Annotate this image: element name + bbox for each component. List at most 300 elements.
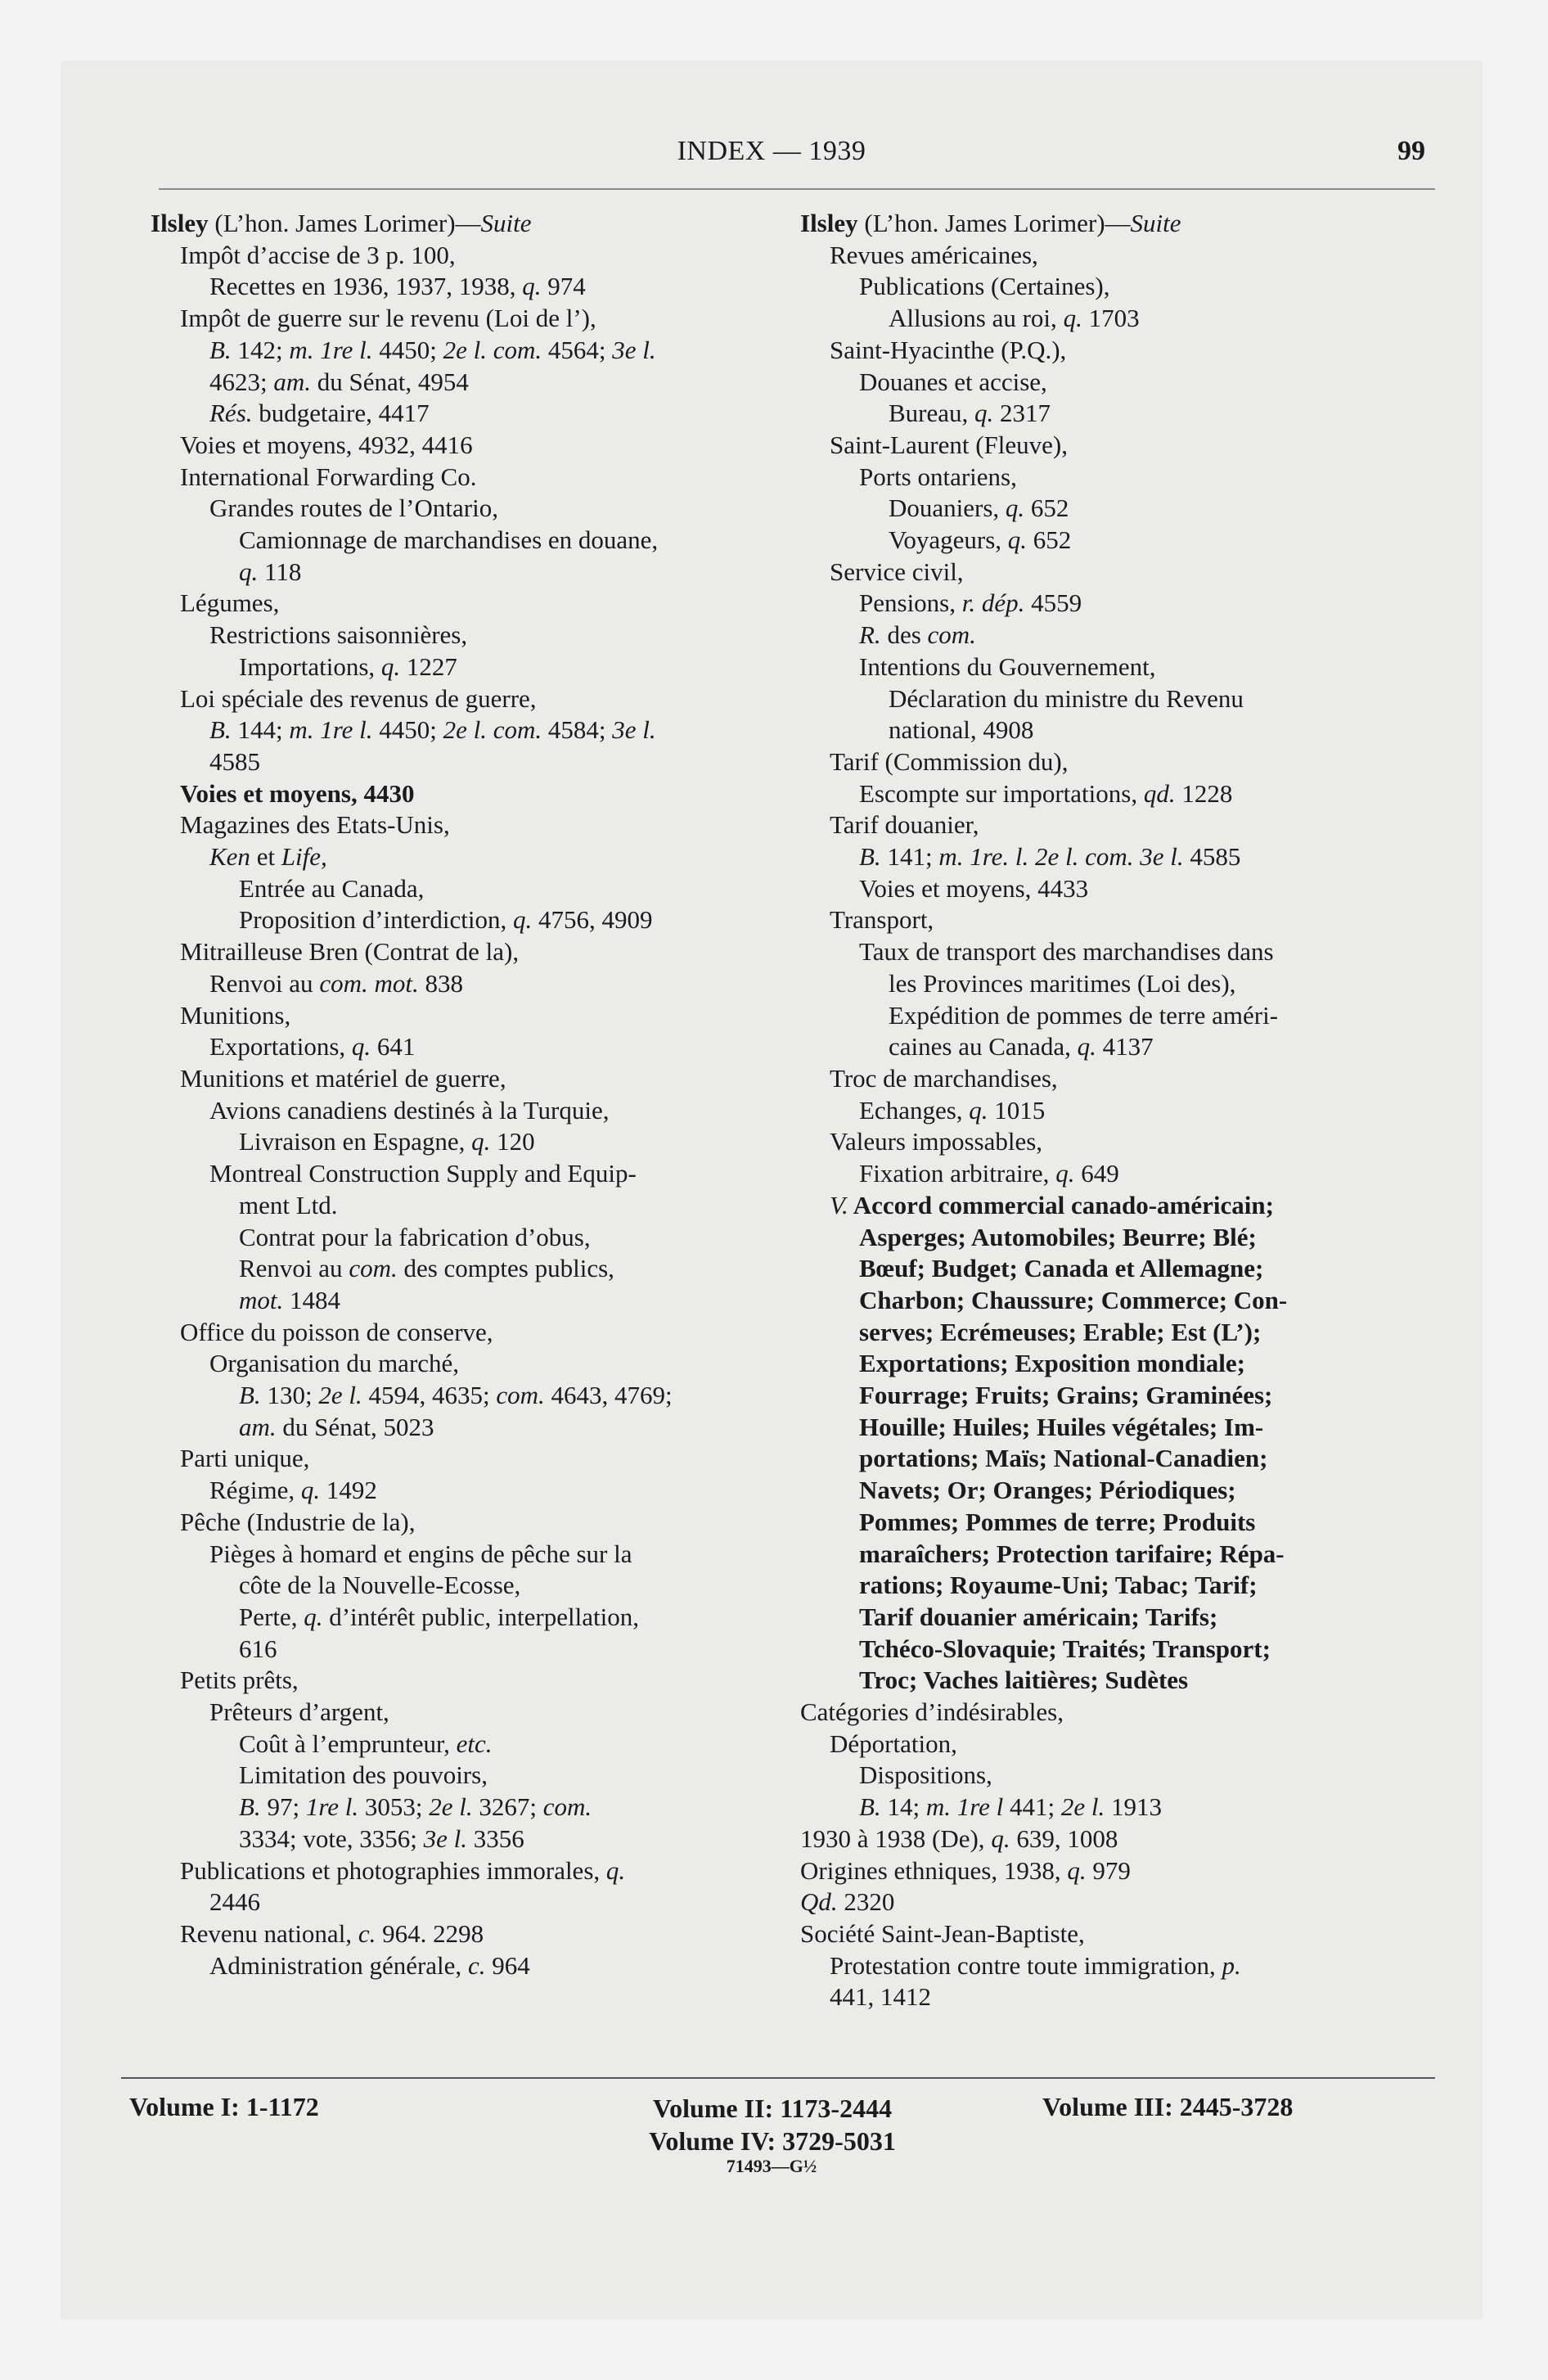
index-text: Prêteurs d’argent, bbox=[209, 1697, 389, 1727]
index-text: 2446 bbox=[209, 1887, 260, 1917]
index-line bbox=[151, 1222, 789, 1254]
index-line bbox=[800, 1412, 1455, 1444]
index-text: 1228 bbox=[1175, 778, 1233, 808]
index-text: 97; bbox=[260, 1792, 306, 1822]
index-text: Houille; Huiles; Huiles végétales; Im- bbox=[859, 1412, 1264, 1441]
index-line bbox=[800, 1507, 1455, 1539]
index-text: Qd. bbox=[800, 1887, 838, 1917]
index-text: Impôt de guerre sur le revenu (Loi de l’), bbox=[180, 304, 596, 333]
running-title: INDEX — 1939 bbox=[677, 136, 866, 166]
index-line bbox=[800, 1570, 1455, 1602]
index-line bbox=[800, 1950, 1455, 1982]
index-line bbox=[151, 746, 789, 778]
index-text: Contrat pour la fabrication d’obus, bbox=[239, 1222, 591, 1251]
index-line bbox=[151, 1855, 789, 1887]
index-text: q. bbox=[239, 557, 259, 586]
index-text: Expédition de pommes de terre améri- bbox=[889, 1000, 1279, 1030]
index-text: B. bbox=[239, 1792, 261, 1822]
index-text: Fourrage; Fruits; Grains; Graminées; bbox=[859, 1381, 1273, 1410]
index-line bbox=[800, 525, 1455, 557]
index-line bbox=[800, 335, 1455, 367]
index-text: m. 1re l. bbox=[289, 715, 373, 745]
index-text: m. 1re l bbox=[925, 1792, 1004, 1822]
index-text: q. bbox=[1055, 1159, 1075, 1188]
index-line bbox=[800, 714, 1455, 746]
index-text: Ports ontariens, bbox=[859, 462, 1017, 491]
index-text: 4584; bbox=[542, 715, 613, 745]
index-line bbox=[151, 1095, 789, 1127]
index-text: Limitation des pouvoirs, bbox=[239, 1760, 488, 1790]
index-text: q. bbox=[304, 1602, 323, 1631]
index-text: 4623; bbox=[209, 367, 274, 396]
index-line bbox=[800, 620, 1455, 651]
index-text: 639, 1008 bbox=[1010, 1823, 1118, 1853]
index-text: 4564; bbox=[542, 335, 613, 364]
index-text: Administration générale, bbox=[209, 1950, 468, 1980]
index-text: 3e l. bbox=[423, 1823, 467, 1853]
index-text: Voies et moyens, 4932, 4416 bbox=[180, 430, 473, 459]
index-text: 4450; bbox=[372, 335, 443, 364]
index-text: p. bbox=[1222, 1950, 1241, 1980]
index-text: Pommes; Pommes de terre; Produits bbox=[859, 1507, 1256, 1536]
index-text: 964. 2298 bbox=[376, 1918, 484, 1948]
index-text: Life, bbox=[281, 842, 327, 872]
index-text: 3267; bbox=[472, 1792, 543, 1822]
index-line bbox=[151, 904, 789, 936]
index-text: Régime, bbox=[209, 1476, 301, 1505]
index-text: des bbox=[880, 620, 928, 650]
footer-volume-4: Volume IV: 3729-5031 bbox=[649, 2126, 896, 2156]
index-text: Loi spéciale des revenus de guerre, bbox=[180, 683, 537, 713]
index-line bbox=[151, 208, 789, 240]
page-header bbox=[61, 136, 1483, 185]
index-text: 838 bbox=[418, 968, 463, 998]
index-line bbox=[800, 1634, 1455, 1666]
index-text: des comptes publics, bbox=[397, 1254, 614, 1283]
index-text: Tarif douanier américain; Tarifs; bbox=[859, 1602, 1218, 1631]
index-text: 964 bbox=[485, 1950, 530, 1980]
index-text: 142; bbox=[231, 335, 290, 364]
index-text: Suite bbox=[480, 209, 532, 237]
index-line bbox=[800, 1285, 1455, 1317]
index-text: d’intérêt public, interpellation, bbox=[322, 1602, 639, 1631]
index-text: 4756, 4909 bbox=[532, 905, 653, 935]
index-line bbox=[151, 1317, 789, 1349]
index-line bbox=[151, 557, 789, 588]
index-line bbox=[151, 1918, 789, 1950]
index-text: 1930 à 1938 (De), bbox=[800, 1823, 992, 1853]
index-text: Rés. bbox=[209, 399, 253, 428]
index-text: 2317 bbox=[993, 399, 1051, 428]
index-text: 652 bbox=[1027, 525, 1072, 555]
index-text: com. bbox=[927, 620, 976, 650]
index-line bbox=[800, 1031, 1455, 1063]
index-text: 616 bbox=[239, 1634, 277, 1663]
index-text: Impôt d’accise de 3 p. 100, bbox=[180, 240, 456, 269]
index-text: Allusions au roi, bbox=[889, 304, 1064, 333]
index-line bbox=[800, 240, 1455, 272]
index-line bbox=[800, 1886, 1455, 1918]
index-text: 144; bbox=[231, 715, 290, 745]
index-text: Grandes routes de l’Ontario, bbox=[209, 494, 498, 523]
index-text: q. bbox=[1067, 1855, 1087, 1885]
index-line bbox=[151, 1063, 789, 1095]
index-line bbox=[151, 1570, 789, 1602]
index-text: 2320 bbox=[837, 1887, 895, 1917]
index-text: mot. bbox=[239, 1285, 284, 1314]
index-text: 441, 1412 bbox=[830, 1982, 931, 2012]
index-text: 974 bbox=[541, 272, 586, 301]
index-text: com. bbox=[496, 1381, 545, 1410]
index-text: Restrictions saisonnières, bbox=[209, 620, 468, 650]
index-text: 4450; bbox=[372, 715, 443, 745]
index-text: Voies et moyens, 4430 bbox=[180, 778, 415, 808]
index-text: Pêche (Industrie de la), bbox=[180, 1507, 416, 1536]
index-line bbox=[151, 1253, 789, 1285]
index-line bbox=[151, 1602, 789, 1634]
index-line bbox=[151, 271, 789, 303]
index-text: Montreal Construction Supply and Equip- bbox=[209, 1159, 637, 1188]
index-line bbox=[151, 1760, 789, 1792]
index-text: Bœuf; Budget; Canada et Allemagne; bbox=[859, 1254, 1264, 1283]
index-text: 979 bbox=[1086, 1855, 1131, 1885]
index-text: 120 bbox=[490, 1127, 535, 1156]
index-line bbox=[151, 398, 789, 430]
index-text: Munitions, bbox=[180, 1000, 291, 1030]
index-line bbox=[151, 873, 789, 905]
index-line bbox=[800, 1792, 1455, 1823]
index-line bbox=[800, 904, 1455, 936]
index-text: Mitrailleuse Bren (Contrat de la), bbox=[180, 937, 520, 967]
index-text: r. dép. bbox=[961, 588, 1025, 618]
index-line bbox=[800, 936, 1455, 968]
index-text: Proposition d’interdiction, bbox=[239, 905, 513, 935]
index-line bbox=[800, 1443, 1455, 1475]
index-text: serves; Ecrémeuses; Erable; Est (L’); bbox=[859, 1317, 1262, 1346]
index-line bbox=[151, 778, 789, 810]
index-text: Taux de transport des marchandises dans bbox=[859, 937, 1274, 967]
index-line bbox=[800, 1665, 1455, 1697]
index-line bbox=[151, 335, 789, 367]
index-line bbox=[800, 1317, 1455, 1349]
index-text: caines au Canada, bbox=[889, 1032, 1078, 1062]
index-text: 14; bbox=[880, 1792, 926, 1822]
index-line bbox=[151, 1729, 789, 1760]
index-line bbox=[800, 1158, 1455, 1190]
index-text: Camionnage de marchandises en douane, bbox=[239, 525, 659, 555]
index-text: B. bbox=[859, 1792, 881, 1822]
right-column bbox=[800, 208, 1455, 2013]
index-text: Bureau, bbox=[889, 399, 975, 428]
index-text: B. bbox=[209, 715, 232, 745]
index-text: 652 bbox=[1024, 494, 1069, 523]
index-line bbox=[151, 588, 789, 620]
index-text: com. bbox=[349, 1254, 398, 1283]
left-column bbox=[151, 208, 789, 1981]
index-line bbox=[800, 1000, 1455, 1032]
index-text: 1re l. bbox=[305, 1792, 359, 1822]
index-line bbox=[151, 1285, 789, 1317]
index-text: Revenu national, bbox=[180, 1918, 358, 1948]
index-line bbox=[800, 1348, 1455, 1380]
index-text: q. bbox=[351, 1032, 371, 1062]
index-text: Avions canadiens destinés à la Turquie, bbox=[209, 1095, 610, 1125]
index-line bbox=[151, 430, 789, 462]
index-line bbox=[151, 1348, 789, 1380]
index-text: les Provinces maritimes (Loi des), bbox=[889, 968, 1236, 998]
index-text: Organisation du marché, bbox=[209, 1349, 460, 1378]
index-text: Troc; Vaches laitières; Sudètes bbox=[859, 1666, 1189, 1695]
index-text: Petits prêts, bbox=[180, 1666, 299, 1695]
index-line bbox=[151, 1507, 789, 1539]
index-text: Renvoi au bbox=[209, 968, 320, 998]
index-line bbox=[800, 1697, 1455, 1729]
index-text: q. bbox=[1063, 304, 1082, 333]
index-text: 1227 bbox=[400, 651, 457, 681]
index-line bbox=[151, 968, 789, 1000]
index-text: Intentions du Gouvernement, bbox=[859, 651, 1156, 681]
index-line bbox=[800, 493, 1455, 525]
index-text: ment Ltd. bbox=[239, 1190, 338, 1219]
index-text: Troc de marchandises, bbox=[830, 1063, 1058, 1093]
index-text: portations; Maïs; National-Canadien; bbox=[859, 1444, 1268, 1473]
index-text: 3e l. bbox=[612, 715, 656, 745]
index-text: com. bbox=[542, 1792, 592, 1822]
index-line bbox=[800, 1126, 1455, 1158]
index-line bbox=[800, 651, 1455, 683]
index-text: Echanges, bbox=[859, 1095, 970, 1125]
index-text: q. bbox=[969, 1095, 988, 1125]
index-text: Ilsley bbox=[800, 209, 858, 237]
index-text: Société Saint-Jean-Baptiste, bbox=[800, 1918, 1085, 1948]
index-text: budgetaire, 4417 bbox=[252, 399, 430, 428]
index-line bbox=[800, 557, 1455, 588]
index-text: Protestation contre toute immigration, bbox=[830, 1950, 1222, 1980]
print-code: 71493—G½ bbox=[726, 2156, 817, 2176]
index-text: Saint-Hyacinthe (P.Q.), bbox=[830, 335, 1067, 364]
index-text: Livraison en Espagne, bbox=[239, 1127, 472, 1156]
index-text: Valeurs impossables, bbox=[830, 1127, 1043, 1156]
index-line bbox=[800, 1190, 1455, 1222]
index-text: 1492 bbox=[320, 1476, 377, 1505]
index-text: Catégories d’indésirables, bbox=[800, 1697, 1064, 1727]
index-text: q. bbox=[1077, 1032, 1096, 1062]
index-line bbox=[800, 746, 1455, 778]
index-text: du Sénat, 5023 bbox=[276, 1412, 434, 1441]
index-line bbox=[800, 1729, 1455, 1760]
index-line bbox=[800, 1380, 1455, 1412]
index-text: 3e l. bbox=[612, 335, 656, 364]
index-text: Exportations, bbox=[209, 1032, 352, 1062]
index-text: Douanes et accise, bbox=[859, 367, 1047, 396]
index-line bbox=[800, 1760, 1455, 1792]
index-line bbox=[151, 1539, 789, 1571]
index-text: Suite bbox=[1130, 209, 1181, 237]
index-text: B. bbox=[859, 842, 881, 872]
index-text: 3334; vote, 3356; bbox=[239, 1823, 424, 1853]
index-text: 118 bbox=[258, 557, 302, 586]
index-text: m. 1re. l. 2e l. com. 3e l. bbox=[938, 842, 1184, 872]
index-text: (L’hon. James Lorimer)— bbox=[857, 209, 1131, 237]
index-line bbox=[151, 1126, 789, 1158]
index-text: Publications et photographies immorales, bbox=[180, 1855, 606, 1885]
index-line bbox=[800, 1475, 1455, 1507]
index-text: Voies et moyens, 4433 bbox=[859, 873, 1089, 903]
index-text: q. bbox=[522, 272, 542, 301]
index-line bbox=[800, 398, 1455, 430]
index-text: Pensions, bbox=[859, 588, 962, 618]
index-text: Parti unique, bbox=[180, 1444, 310, 1473]
index-line bbox=[151, 841, 789, 873]
index-text: 4559 bbox=[1024, 588, 1082, 618]
index-text: Navets; Or; Oranges; Périodiques; bbox=[859, 1476, 1236, 1505]
index-line bbox=[800, 208, 1455, 240]
index-line bbox=[800, 1063, 1455, 1095]
index-text: Charbon; Chaussure; Commerce; Con- bbox=[859, 1285, 1288, 1314]
index-text: maraîchers; Protection tarifaire; Répa- bbox=[859, 1539, 1285, 1568]
index-text: et bbox=[250, 842, 281, 872]
index-text: du Sénat, 4954 bbox=[311, 367, 469, 396]
index-line bbox=[151, 1412, 789, 1444]
index-text: q. bbox=[1005, 494, 1025, 523]
index-text: Coût à l’emprunteur, bbox=[239, 1729, 457, 1758]
index-line bbox=[800, 809, 1455, 841]
index-text: Service civil, bbox=[830, 557, 964, 586]
index-text: am. bbox=[273, 367, 312, 396]
header-rule bbox=[159, 188, 1435, 190]
index-line bbox=[151, 525, 789, 557]
index-line bbox=[151, 651, 789, 683]
index-text: q. bbox=[300, 1476, 321, 1505]
footer-volumes-2-4 bbox=[601, 2092, 944, 2157]
index-text: 2e l. bbox=[1060, 1792, 1105, 1822]
index-text: Ilsley bbox=[151, 209, 209, 237]
index-text: Recettes en 1936, 1937, 1938, bbox=[209, 272, 523, 301]
index-line bbox=[151, 1665, 789, 1697]
index-line bbox=[800, 271, 1455, 303]
index-text: Entrée au Canada, bbox=[239, 873, 425, 903]
index-line bbox=[800, 1602, 1455, 1634]
index-text: 1703 bbox=[1082, 304, 1140, 333]
index-text: Dispositions, bbox=[859, 1760, 992, 1790]
index-text: 2e l. com. bbox=[443, 715, 542, 745]
index-text: Tchéco-Slovaquie; Traités; Transport; bbox=[859, 1634, 1271, 1663]
index-text: Asperges; Automobiles; Beurre; Blé; bbox=[859, 1222, 1257, 1251]
index-text: com. mot. bbox=[319, 968, 419, 998]
index-text: Tarif douanier, bbox=[830, 810, 979, 840]
index-text: Perte, bbox=[239, 1602, 304, 1631]
index-text: B. bbox=[209, 335, 232, 364]
index-text: 4594, 4635; bbox=[362, 1381, 497, 1410]
index-text: 649 bbox=[1074, 1159, 1119, 1188]
index-text: 4585 bbox=[209, 746, 260, 776]
index-line bbox=[800, 462, 1455, 494]
index-text: Munitions et matériel de guerre, bbox=[180, 1063, 506, 1093]
index-text: Déportation, bbox=[830, 1729, 957, 1758]
index-line bbox=[800, 1823, 1455, 1855]
index-text: 4585 bbox=[1183, 842, 1241, 872]
index-line bbox=[800, 303, 1455, 335]
index-line bbox=[151, 683, 789, 715]
index-line bbox=[151, 1792, 789, 1823]
index-text: 4643, 4769; bbox=[544, 1381, 673, 1410]
index-line bbox=[800, 968, 1455, 1000]
index-text: Magazines des Etats-Unis, bbox=[180, 810, 450, 840]
index-text: c. bbox=[467, 1950, 486, 1980]
index-line bbox=[151, 1697, 789, 1729]
index-text: Office du poisson de conserve, bbox=[180, 1317, 493, 1346]
index-line bbox=[151, 1886, 789, 1918]
index-text: Importations, bbox=[239, 651, 381, 681]
footer-rule bbox=[121, 2077, 1435, 2079]
index-text: R. bbox=[859, 620, 881, 650]
index-text: etc. bbox=[456, 1729, 493, 1758]
index-page bbox=[61, 61, 1483, 2319]
index-line bbox=[800, 1222, 1455, 1254]
footer-volume-2: Volume II: 1173-2444 bbox=[652, 2094, 893, 2123]
index-text: 2e l. com. bbox=[443, 335, 542, 364]
index-text: 3053; bbox=[358, 1792, 430, 1822]
index-line bbox=[800, 1253, 1455, 1285]
index-text: 1913 bbox=[1105, 1792, 1162, 1822]
index-line bbox=[800, 1095, 1455, 1127]
index-line bbox=[151, 303, 789, 335]
index-text: Pièges à homard et engins de pêche sur la bbox=[209, 1539, 632, 1568]
index-line bbox=[151, 1190, 789, 1222]
index-text: Escompte sur importations, bbox=[859, 778, 1144, 808]
index-text: q. bbox=[605, 1855, 626, 1885]
index-line bbox=[151, 1823, 789, 1855]
index-line bbox=[800, 683, 1455, 715]
index-text: q. bbox=[1007, 525, 1028, 555]
index-line bbox=[151, 1380, 789, 1412]
index-text: Voyageurs, bbox=[889, 525, 1008, 555]
index-line bbox=[800, 1539, 1455, 1571]
index-line bbox=[800, 778, 1455, 810]
index-line bbox=[151, 936, 789, 968]
index-text: Tarif (Commission du), bbox=[830, 746, 1069, 776]
index-line bbox=[151, 367, 789, 399]
footer-volume-3: Volume III: 2445-3728 bbox=[1042, 2092, 1294, 2121]
index-text: 1484 bbox=[283, 1285, 340, 1314]
index-text: Renvoi au bbox=[239, 1254, 349, 1283]
index-line bbox=[151, 809, 789, 841]
index-text: m. 1re l. bbox=[289, 335, 373, 364]
index-line bbox=[151, 493, 789, 525]
index-line bbox=[151, 714, 789, 746]
index-text: Déclaration du ministre du Revenu bbox=[889, 683, 1244, 713]
index-text: 141; bbox=[880, 842, 939, 872]
index-text: International Forwarding Co. bbox=[180, 462, 477, 491]
index-text: 130; bbox=[260, 1381, 319, 1410]
index-line bbox=[151, 240, 789, 272]
index-line bbox=[800, 873, 1455, 905]
index-line bbox=[151, 1443, 789, 1475]
index-line bbox=[800, 588, 1455, 620]
index-text: Exportations; Exposition mondiale; bbox=[859, 1349, 1245, 1378]
index-text: c. bbox=[358, 1918, 376, 1948]
index-text: Légumes, bbox=[180, 588, 280, 618]
index-text: Saint-Laurent (Fleuve), bbox=[830, 430, 1068, 459]
index-line bbox=[151, 1634, 789, 1666]
index-text: 4137 bbox=[1096, 1032, 1154, 1062]
index-text: q. bbox=[974, 399, 994, 428]
index-text: V. bbox=[830, 1190, 848, 1219]
index-text: rations; Royaume-Uni; Tabac; Tarif; bbox=[859, 1571, 1258, 1600]
index-line bbox=[151, 1158, 789, 1190]
index-text: Accord commercial canado-américain; bbox=[848, 1190, 1274, 1219]
index-text: Publications (Certaines), bbox=[859, 272, 1110, 301]
